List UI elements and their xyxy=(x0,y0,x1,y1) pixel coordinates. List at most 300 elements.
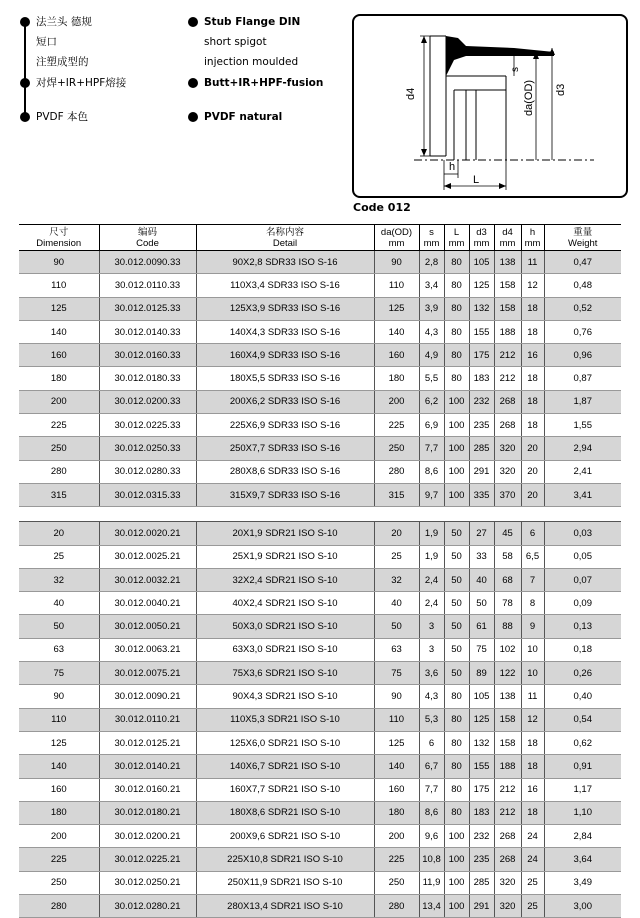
table-cell: 0,05 xyxy=(544,545,621,568)
table-cell: 32 xyxy=(19,568,99,591)
table-cell: 175 xyxy=(469,344,494,367)
table-cell: 100 xyxy=(444,437,469,460)
table-cell: 61 xyxy=(469,615,494,638)
table-cell: 3,6 xyxy=(419,662,444,685)
table-cell: 180 xyxy=(19,801,99,824)
table-cell: 40 xyxy=(469,568,494,591)
table-cell: 280 xyxy=(19,460,99,483)
table-cell: 9,6 xyxy=(419,825,444,848)
table-row xyxy=(19,414,621,437)
table-cell: 80 xyxy=(444,344,469,367)
table-cell: 63X3,0 SDR21 ISO S-10 xyxy=(196,638,374,661)
table-cell: 140 xyxy=(19,320,99,343)
table-cell: 200 xyxy=(19,390,99,413)
bullet-icon xyxy=(188,17,198,27)
table-cell: 25 xyxy=(374,545,419,568)
table-cell: 50 xyxy=(374,615,419,638)
technical-drawing xyxy=(352,14,628,198)
table-cell: 50 xyxy=(444,615,469,638)
table-cell: 24 xyxy=(521,848,544,871)
table-row xyxy=(19,731,621,754)
table-cell: 30.012.0180.21 xyxy=(99,801,196,824)
table-row xyxy=(19,592,621,615)
table-cell: 3,41 xyxy=(544,483,621,506)
table-cell: 100 xyxy=(444,483,469,506)
table-cell: 20 xyxy=(19,522,99,545)
table-cell: 200X6,2 SDR33 ISO S-16 xyxy=(196,390,374,413)
table-cell: 50 xyxy=(19,615,99,638)
table-cell: 320 xyxy=(494,895,521,918)
table-cell: 50 xyxy=(444,545,469,568)
table-row xyxy=(19,297,621,320)
table-cell: 291 xyxy=(469,895,494,918)
table-cell: 40 xyxy=(19,592,99,615)
table-cell: 50 xyxy=(469,592,494,615)
table-cell: 158 xyxy=(494,274,521,297)
column-header: L mm xyxy=(444,225,469,251)
column-header: d4 mm xyxy=(494,225,521,251)
table-row xyxy=(19,871,621,894)
table-cell: 30.012.0050.21 xyxy=(99,615,196,638)
table-row xyxy=(19,522,621,545)
table-cell: 30.012.0032.21 xyxy=(99,568,196,591)
table-row xyxy=(19,344,621,367)
table-cell: 18 xyxy=(521,297,544,320)
table-cell: 232 xyxy=(469,390,494,413)
table-cell: 285 xyxy=(469,437,494,460)
product-table xyxy=(19,224,621,918)
table-cell: 10,8 xyxy=(419,848,444,871)
table-cell: 11 xyxy=(521,251,544,274)
table-cell: 0,54 xyxy=(544,708,621,731)
table-cell: 232 xyxy=(469,825,494,848)
table-cell: 285 xyxy=(469,871,494,894)
table-cell: 30.012.0160.33 xyxy=(99,344,196,367)
table-cell: 335 xyxy=(469,483,494,506)
table-cell: 158 xyxy=(494,731,521,754)
table-cell: 30.012.0125.33 xyxy=(99,297,196,320)
table-cell: 110 xyxy=(374,274,419,297)
table-cell: 110 xyxy=(19,274,99,297)
table-cell: 6,7 xyxy=(419,755,444,778)
table-cell: 160X7,7 SDR21 ISO S-10 xyxy=(196,778,374,801)
table-header xyxy=(19,225,621,251)
table-cell: 140X6,7 SDR21 ISO S-10 xyxy=(196,755,374,778)
table-cell: 7,7 xyxy=(419,778,444,801)
table-cell: 158 xyxy=(494,708,521,731)
table-cell: 3,64 xyxy=(544,848,621,871)
table-body xyxy=(19,251,621,918)
label-d4: d4 xyxy=(405,87,417,100)
table-cell: 0,07 xyxy=(544,568,621,591)
table-cell: 100 xyxy=(444,848,469,871)
table-cell: 10 xyxy=(521,638,544,661)
table-cell: 63 xyxy=(19,638,99,661)
table-cell: 33 xyxy=(469,545,494,568)
table-cell: 3,4 xyxy=(419,274,444,297)
table-cell: 27 xyxy=(469,522,494,545)
table-cell: 200 xyxy=(19,825,99,848)
label-d3: d3 xyxy=(555,83,567,96)
table-cell: 1,17 xyxy=(544,778,621,801)
table-row xyxy=(19,390,621,413)
table-row xyxy=(19,274,621,297)
table-cell: 50 xyxy=(444,592,469,615)
table-cell: 75 xyxy=(19,662,99,685)
table-cell: 268 xyxy=(494,414,521,437)
bullet-icon xyxy=(20,78,30,88)
table-cell: 102 xyxy=(494,638,521,661)
table-cell: 2,4 xyxy=(419,592,444,615)
table-cell: 25 xyxy=(521,895,544,918)
table-row xyxy=(19,251,621,274)
table-cell: 5,3 xyxy=(419,708,444,731)
group-separator xyxy=(19,507,621,522)
table-row xyxy=(19,662,621,685)
table-cell: 6 xyxy=(521,522,544,545)
table-cell: 25 xyxy=(521,871,544,894)
table-cell: 212 xyxy=(494,367,521,390)
column-header: 名称内容 Detail xyxy=(196,225,374,251)
table-cell: 1,87 xyxy=(544,390,621,413)
table-cell: 200 xyxy=(374,825,419,848)
table-cell: 12 xyxy=(521,274,544,297)
column-header: s mm xyxy=(419,225,444,251)
table-cell: 4,3 xyxy=(419,320,444,343)
table-cell: 30.012.0225.33 xyxy=(99,414,196,437)
table-cell: 80 xyxy=(444,731,469,754)
table-cell: 80 xyxy=(444,274,469,297)
table-cell: 2,84 xyxy=(544,825,621,848)
table-cell: 25X1,9 SDR21 ISO S-10 xyxy=(196,545,374,568)
table-cell: 225 xyxy=(19,848,99,871)
table-cell: 11 xyxy=(521,685,544,708)
table-row xyxy=(19,825,621,848)
table-cell: 250 xyxy=(19,437,99,460)
table-cell: 160X4,9 SDR33 ISO S-16 xyxy=(196,344,374,367)
table-cell: 30.012.0020.21 xyxy=(99,522,196,545)
table-cell: 180X8,6 SDR21 ISO S-10 xyxy=(196,801,374,824)
table-cell: 30.012.0140.33 xyxy=(99,320,196,343)
table-cell: 100 xyxy=(444,871,469,894)
table-cell: 90X4,3 SDR21 ISO S-10 xyxy=(196,685,374,708)
code-label: Code 012 xyxy=(353,201,411,214)
table-cell: 315 xyxy=(19,483,99,506)
table-cell: 225 xyxy=(374,848,419,871)
table-cell: 1,10 xyxy=(544,801,621,824)
table-cell: 140 xyxy=(374,320,419,343)
table-cell: 6,2 xyxy=(419,390,444,413)
table-cell: 268 xyxy=(494,848,521,871)
table-cell: 158 xyxy=(494,297,521,320)
table-cell: 50 xyxy=(444,662,469,685)
table-cell: 125X6,0 SDR21 ISO S-10 xyxy=(196,731,374,754)
table-cell: 155 xyxy=(469,320,494,343)
table-row xyxy=(19,460,621,483)
table-cell: 0,52 xyxy=(544,297,621,320)
stub-flange-drawing xyxy=(354,16,626,196)
table-cell: 0,96 xyxy=(544,344,621,367)
column-header: d3 mm xyxy=(469,225,494,251)
table-cell: 30.012.0160.21 xyxy=(99,778,196,801)
table-cell: 30.012.0090.33 xyxy=(99,251,196,274)
table-cell: 180 xyxy=(374,801,419,824)
table-cell: 18 xyxy=(521,367,544,390)
table-cell: 6 xyxy=(419,731,444,754)
table-cell: 160 xyxy=(19,778,99,801)
table-cell: 225X10,8 SDR21 ISO S-10 xyxy=(196,848,374,871)
table-cell: 291 xyxy=(469,460,494,483)
table-cell: 250 xyxy=(374,871,419,894)
table-cell: 90X2,8 SDR33 ISO S-16 xyxy=(196,251,374,274)
table-cell: 1,9 xyxy=(419,522,444,545)
table-cell: 30.012.0025.21 xyxy=(99,545,196,568)
table-cell: 16 xyxy=(521,778,544,801)
table-cell: 250 xyxy=(19,871,99,894)
table-cell: 100 xyxy=(444,460,469,483)
table-cell: 180 xyxy=(374,367,419,390)
table-cell: 12 xyxy=(521,708,544,731)
table-cell: 8 xyxy=(521,592,544,615)
table-cell: 3,9 xyxy=(419,297,444,320)
table-cell: 3 xyxy=(419,615,444,638)
bullet-icon xyxy=(188,112,198,122)
table-cell: 160 xyxy=(374,344,419,367)
table-cell: 212 xyxy=(494,778,521,801)
table-cell: 125 xyxy=(374,731,419,754)
table-cell: 90 xyxy=(374,685,419,708)
table-cell: 18 xyxy=(521,390,544,413)
table-row xyxy=(19,568,621,591)
table-cell: 2,94 xyxy=(544,437,621,460)
table-cell: 100 xyxy=(444,895,469,918)
table-cell: 18 xyxy=(521,801,544,824)
table-row xyxy=(19,483,621,506)
table-cell: 320 xyxy=(494,871,521,894)
table-cell: 370 xyxy=(494,483,521,506)
table-cell: 140 xyxy=(19,755,99,778)
table-cell: 8,6 xyxy=(419,460,444,483)
table-cell: 225 xyxy=(374,414,419,437)
table-cell: 0,76 xyxy=(544,320,621,343)
table-cell: 100 xyxy=(444,825,469,848)
table-cell: 80 xyxy=(444,801,469,824)
table-cell: 7,7 xyxy=(419,437,444,460)
table-cell: 235 xyxy=(469,414,494,437)
table-cell: 11,9 xyxy=(419,871,444,894)
table-cell: 183 xyxy=(469,801,494,824)
table-cell: 2,8 xyxy=(419,251,444,274)
table-cell: 20 xyxy=(521,483,544,506)
table-cell: 88 xyxy=(494,615,521,638)
table-cell: 2,41 xyxy=(544,460,621,483)
table-cell: 188 xyxy=(494,320,521,343)
table-cell: 0,87 xyxy=(544,367,621,390)
table-cell: 110X3,4 SDR33 ISO S-16 xyxy=(196,274,374,297)
table-cell: 122 xyxy=(494,662,521,685)
table-cell: 280X13,4 SDR21 ISO S-10 xyxy=(196,895,374,918)
table-cell: 50 xyxy=(444,568,469,591)
table-cell: 200 xyxy=(374,390,419,413)
table-cell: 7 xyxy=(521,568,544,591)
table-cell: 0,26 xyxy=(544,662,621,685)
table-cell: 125 xyxy=(19,731,99,754)
table-cell: 200X9,6 SDR21 ISO S-10 xyxy=(196,825,374,848)
table-row xyxy=(19,638,621,661)
table-cell: 18 xyxy=(521,320,544,343)
table-cell: 0,40 xyxy=(544,685,621,708)
table-cell: 125 xyxy=(469,274,494,297)
table-cell: 320 xyxy=(494,460,521,483)
table-cell: 90 xyxy=(19,251,99,274)
table-cell: 140X4,3 SDR33 ISO S-16 xyxy=(196,320,374,343)
table-cell: 125 xyxy=(19,297,99,320)
table-cell: 30.012.0200.21 xyxy=(99,825,196,848)
table-cell: 20 xyxy=(521,460,544,483)
table-row xyxy=(19,778,621,801)
column-header: h mm xyxy=(521,225,544,251)
table-cell: 160 xyxy=(19,344,99,367)
table-cell: 50 xyxy=(444,522,469,545)
table-cell: 268 xyxy=(494,825,521,848)
table-cell: 110X5,3 SDR21 ISO S-10 xyxy=(196,708,374,731)
table-cell: 4,3 xyxy=(419,685,444,708)
table-cell: 30.012.0075.21 xyxy=(99,662,196,685)
table-cell: 3,49 xyxy=(544,871,621,894)
table-cell: 20 xyxy=(374,522,419,545)
table-cell: 225X6,9 SDR33 ISO S-16 xyxy=(196,414,374,437)
table-row xyxy=(19,685,621,708)
table-cell: 315 xyxy=(374,483,419,506)
table-cell: 75 xyxy=(374,662,419,685)
table-cell: 140 xyxy=(374,755,419,778)
table-cell: 280 xyxy=(374,460,419,483)
label-s: s xyxy=(510,67,521,72)
table-cell: 175 xyxy=(469,778,494,801)
table-cell: 30.012.0125.21 xyxy=(99,731,196,754)
bullet-icon xyxy=(20,17,30,27)
table-cell: 30.012.0110.21 xyxy=(99,708,196,731)
table-cell: 105 xyxy=(469,685,494,708)
table-cell: 30.012.0280.21 xyxy=(99,895,196,918)
table-cell: 80 xyxy=(444,778,469,801)
table-cell: 30.012.0180.33 xyxy=(99,367,196,390)
table-cell: 0,91 xyxy=(544,755,621,778)
table-cell: 188 xyxy=(494,755,521,778)
table-cell: 40 xyxy=(374,592,419,615)
table-cell: 280 xyxy=(374,895,419,918)
table-cell: 212 xyxy=(494,801,521,824)
table-cell: 132 xyxy=(469,731,494,754)
column-header: 重量 Weight xyxy=(544,225,621,251)
table-cell: 80 xyxy=(444,685,469,708)
table-cell: 30.012.0063.21 xyxy=(99,638,196,661)
table-cell: 3 xyxy=(419,638,444,661)
table-cell: 268 xyxy=(494,390,521,413)
table-cell: 6,5 xyxy=(521,545,544,568)
column-header: 尺寸 Dimension xyxy=(19,225,99,251)
table-cell: 9,7 xyxy=(419,483,444,506)
table-row xyxy=(19,895,621,918)
table-row xyxy=(19,755,621,778)
table-cell: 80 xyxy=(444,297,469,320)
table-cell: 80 xyxy=(444,251,469,274)
table-cell: 75X3,6 SDR21 ISO S-10 xyxy=(196,662,374,685)
table-cell: 10 xyxy=(521,662,544,685)
table-cell: 50 xyxy=(444,638,469,661)
table-cell: 40X2,4 SDR21 ISO S-10 xyxy=(196,592,374,615)
table-cell: 235 xyxy=(469,848,494,871)
table-cell: 63 xyxy=(374,638,419,661)
table-cell: 0,62 xyxy=(544,731,621,754)
table-cell: 315X9,7 SDR33 ISO S-16 xyxy=(196,483,374,506)
bullet-icon xyxy=(20,112,30,122)
table-cell: 30.012.0140.21 xyxy=(99,755,196,778)
table-cell: 0,48 xyxy=(544,274,621,297)
table-cell: 30.012.0315.33 xyxy=(99,483,196,506)
table-cell: 30.012.0225.21 xyxy=(99,848,196,871)
table-cell: 90 xyxy=(374,251,419,274)
table-cell: 105 xyxy=(469,251,494,274)
bullet-icon xyxy=(188,78,198,88)
table-cell: 32X2,4 SDR21 ISO S-10 xyxy=(196,568,374,591)
table-cell: 4,9 xyxy=(419,344,444,367)
table-cell: 125X3,9 SDR33 ISO S-16 xyxy=(196,297,374,320)
table-row xyxy=(19,801,621,824)
label-da: da(OD) xyxy=(523,79,535,116)
table-cell: 18 xyxy=(521,414,544,437)
table-cell: 30.012.0040.21 xyxy=(99,592,196,615)
table-cell: 30.012.0200.33 xyxy=(99,390,196,413)
table-cell: 16 xyxy=(521,344,544,367)
table-cell: 5,5 xyxy=(419,367,444,390)
table-cell: 58 xyxy=(494,545,521,568)
table-cell: 78 xyxy=(494,592,521,615)
table-cell: 30.012.0090.21 xyxy=(99,685,196,708)
table-cell: 280 xyxy=(19,895,99,918)
table-cell: 80 xyxy=(444,755,469,778)
table-cell: 20X1,9 SDR21 ISO S-10 xyxy=(196,522,374,545)
table-cell: 125 xyxy=(374,297,419,320)
table-cell: 6,9 xyxy=(419,414,444,437)
table-cell: 0,03 xyxy=(544,522,621,545)
table-cell: 20 xyxy=(521,437,544,460)
table-cell: 100 xyxy=(444,390,469,413)
table-cell: 212 xyxy=(494,344,521,367)
table-cell: 25 xyxy=(19,545,99,568)
table-cell: 110 xyxy=(19,708,99,731)
column-header: 编码 Code xyxy=(99,225,196,251)
table-cell: 90 xyxy=(19,685,99,708)
column-header: da(OD) mm xyxy=(374,225,419,251)
table-cell: 18 xyxy=(521,755,544,778)
table-cell: 0,18 xyxy=(544,638,621,661)
table-cell: 30.012.0110.33 xyxy=(99,274,196,297)
table-cell: 1,55 xyxy=(544,414,621,437)
table-cell: 225 xyxy=(19,414,99,437)
table-cell: 0,13 xyxy=(544,615,621,638)
table-cell: 80 xyxy=(444,320,469,343)
table-cell: 13,4 xyxy=(419,895,444,918)
table-cell: 24 xyxy=(521,825,544,848)
table-cell: 3,00 xyxy=(544,895,621,918)
table-cell: 1,9 xyxy=(419,545,444,568)
table-cell: 160 xyxy=(374,778,419,801)
table-cell: 0,47 xyxy=(544,251,621,274)
table-cell: 0,09 xyxy=(544,592,621,615)
table-cell: 2,4 xyxy=(419,568,444,591)
table-cell: 320 xyxy=(494,437,521,460)
